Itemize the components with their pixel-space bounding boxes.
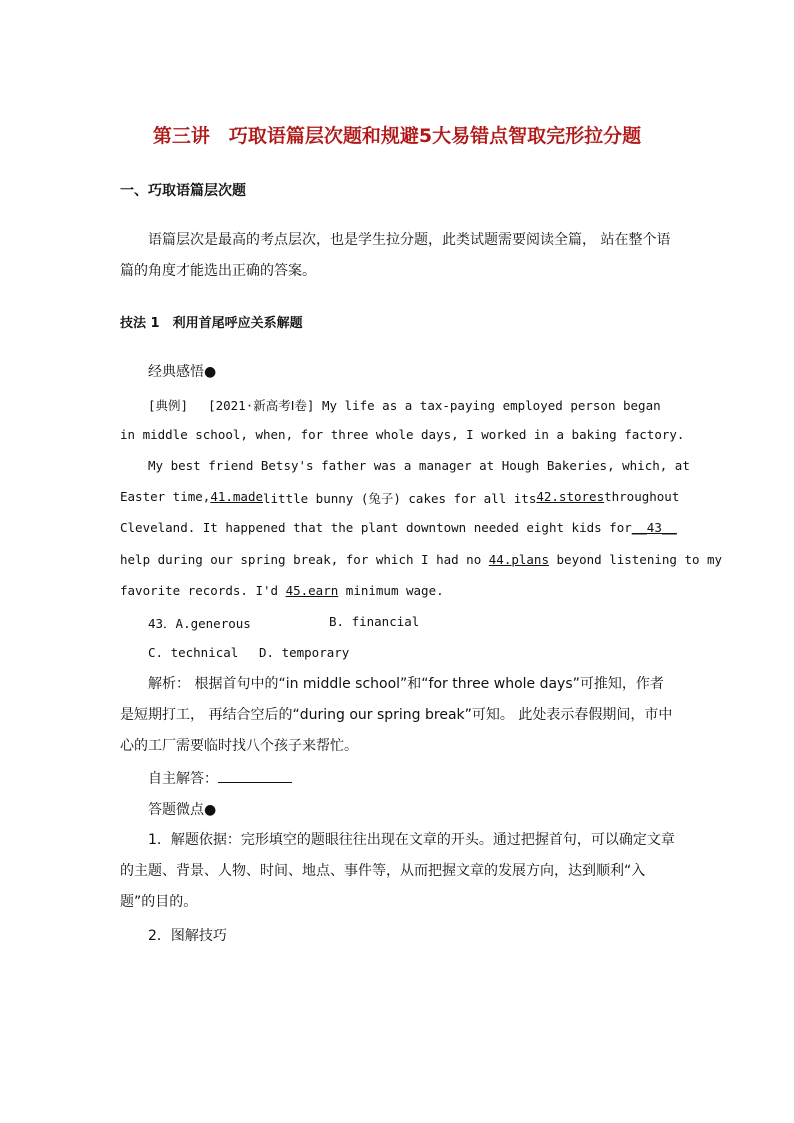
example-line-5: [120, 520, 675, 535]
classic-label: 经典感悟●: [148, 364, 217, 380]
option-c: C. technical: [148, 645, 239, 660]
self-answer-label: 自主解答：: [148, 771, 218, 787]
answer-45: 45.earn: [285, 583, 339, 598]
example-line-4: [120, 489, 680, 507]
answer-41: 41.made: [210, 489, 263, 504]
text-segment: help during our spring break, for which I had no: [120, 552, 482, 567]
example-line-7: [120, 583, 675, 598]
text-segment: Easter time,: [120, 489, 211, 504]
text-segment: Cleveland. It happened that the plant downtown needed eight kids for: [120, 520, 632, 535]
example-line-3: My best friend Betsy's father was a manager at Hough Bakeries, which, at: [148, 458, 690, 473]
answer-44: 44.plans: [488, 552, 549, 567]
text-segment: little bunny (兔子) cakes for all its: [263, 491, 537, 506]
self-answer-row: [148, 768, 292, 788]
answer-blank[interactable]: [218, 768, 292, 783]
section-heading: 一、巧取语篇层次题: [120, 183, 246, 199]
text-segment: throughout: [604, 489, 680, 504]
blank-43: __43__: [631, 520, 677, 535]
example-line-6: [120, 552, 723, 567]
option-b: B. financial: [329, 614, 420, 629]
technique-heading: 技法 1 利用首尾呼应关系解题: [120, 316, 303, 331]
point-2: 2．图解技巧: [148, 928, 227, 944]
tips-label: 答题微点●: [148, 802, 217, 818]
text-segment: favorite records. I'd: [120, 583, 279, 598]
analysis-paragraph: 解析： 根据首句中的“in middle school”和“for three whole days”可推知，作者是短期打工， 再结合空后的“during our spring break”可知。 此处表示春假期间，市中心的工厂需要临时找八个孩子来帮忙。: [120, 676, 673, 754]
option-a: 43．A.generous: [148, 616, 251, 631]
point-1: 1．解题依据：完形填空的题眼往往出现在文章的开头。通过把握首句，可以确定文章的主题、背景、人物、时间、地点、事件等，从而把握文章的发展方向，达到顺利“入题”的目的。: [120, 832, 675, 910]
text-segment: beyond listening to my: [556, 552, 723, 567]
answer-42: 42.stores: [536, 489, 605, 504]
option-d: D. temporary: [259, 645, 350, 660]
example-line-2: in middle school, when, for three whole days, I worked in a baking factory.: [120, 427, 685, 442]
page-title: 第三讲 巧取语篇层次题和规避5大易错点智取完形拉分题: [152, 125, 642, 147]
intro-paragraph: 语篇层次是最高的考点层次，也是学生拉分题，此类试题需要阅读全篇， 站在整个语篇的角度才能选出正确的答案。: [120, 232, 671, 279]
text-segment: minimum wage.: [345, 583, 444, 598]
example-line-1: [典例] [2021·新高考Ⅰ卷] My life as a tax-paying employed person began: [148, 398, 661, 413]
